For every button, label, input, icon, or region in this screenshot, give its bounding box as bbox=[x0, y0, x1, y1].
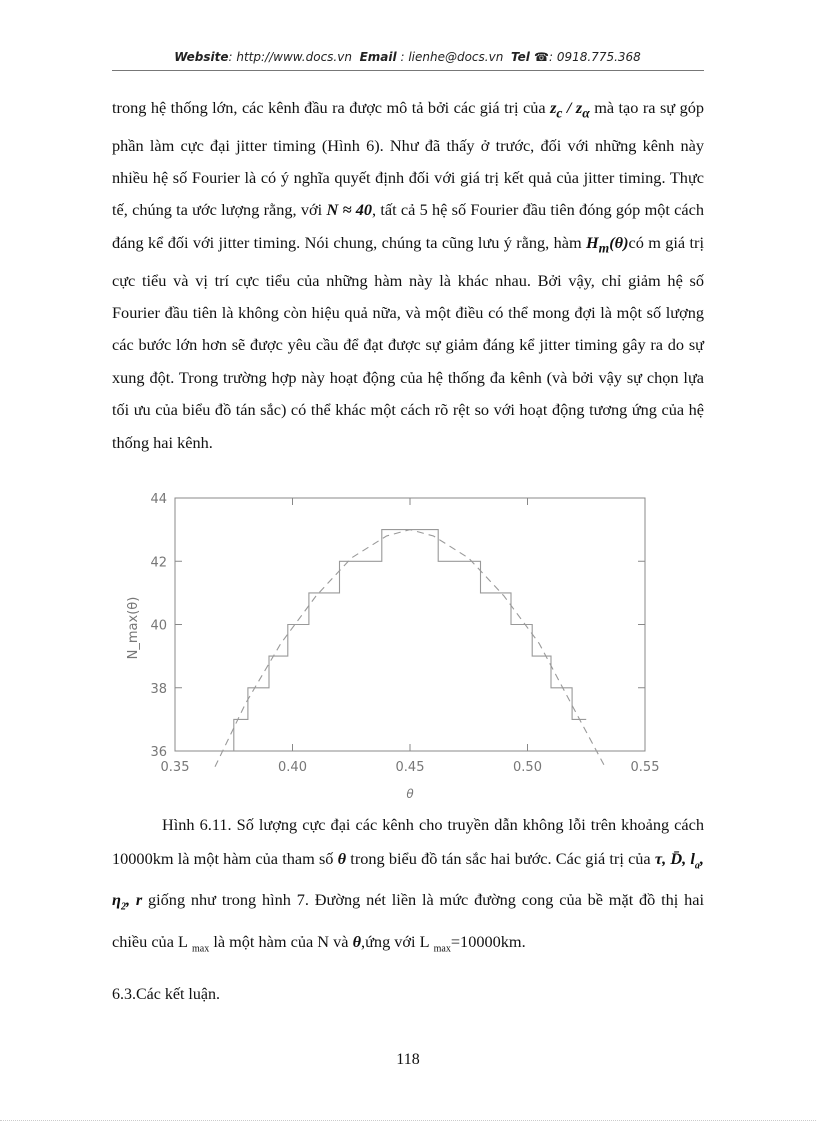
dashed-curve-series bbox=[215, 530, 605, 767]
y-tick-label: 38 bbox=[150, 681, 167, 697]
page-header bbox=[115, 50, 700, 64]
x-tick-label: 0.55 bbox=[630, 760, 660, 775]
body-text-4: có m giá trị cực tiểu và vị trí cực tiểu của những hàm này là khác nhau. Bởi vậy, chỉ giảm hệ số Fourier đầu tiên là không còn hiệu quả nữa, và một điều có thể mong đợi là một số lượng các bước lớn hơn sẽ được yêu cầu để đạt được sự giảm đáng kể jitter timing gây ra do sự xung đột. Trong trường hợp này hoạt động của hệ thống đa kênh (và bởi vậy sự chọn lựa tối ưu của biểu đồ tán sắc) có thể khác một cách rõ rệt so với hoạt động tương ứng của hệ thống hai kênh. bbox=[112, 232, 704, 452]
plot-frame bbox=[175, 498, 645, 751]
caption-text-1: Hình 6.11. Số lượng cực đại các kênh cho truyền dẫn không lỗi trên khoảng cách 10000km là một hàm của tham số bbox=[112, 815, 704, 868]
step-series bbox=[234, 530, 586, 751]
tel-label: Tel ☎ bbox=[510, 50, 549, 64]
x-tick-label: 0.45 bbox=[395, 760, 425, 775]
body-text-2: mà tạo ra sự góp phần làm cực đại jitter timing (Hình 6). Như đã thấy ở trước, đối với những kênh này nhiều hệ số Fourier là có ý nghĩa quyết định đối với giá trị kết quả của jitter timing. Thực tế, chúng ta ước lượng rằng, với bbox=[112, 98, 704, 220]
y-tick-label: 42 bbox=[150, 555, 167, 571]
figure-chart bbox=[115, 488, 675, 808]
x-tick-label: 0.50 bbox=[513, 760, 542, 775]
tel-value: : 0918.775.368 bbox=[548, 50, 641, 64]
section-title: 6.3.Các kết luận. bbox=[112, 986, 220, 1003]
math-zc: $z_c / z_\alpha$ bbox=[550, 98, 590, 121]
body-text-3: , tất cả 5 hệ số Fourier đầu tiên đóng góp một cách đáng kể đối với jitter timing. Nói chung, chúng ta cũng lưu ý rằng, hàm bbox=[112, 200, 705, 252]
figure-caption bbox=[112, 808, 704, 966]
footer-divider bbox=[0, 1120, 816, 1121]
tick-group bbox=[150, 492, 659, 775]
caption-math-params: τ, D̄, $l_a$, $\eta_2$, r bbox=[112, 849, 704, 913]
page-number: 118 bbox=[396, 1051, 420, 1068]
x-tick-label: 0.40 bbox=[278, 760, 307, 775]
email-value: : lienhe@docs.vn bbox=[400, 50, 504, 64]
math-n: N ≈ 40 bbox=[326, 200, 372, 220]
website-label: Website bbox=[174, 50, 229, 64]
y-tick-label: 40 bbox=[150, 618, 167, 634]
email-label: Email bbox=[359, 50, 397, 64]
body-paragraph bbox=[112, 92, 704, 459]
series-group bbox=[215, 530, 605, 767]
caption-text-5: ,ứng với L bbox=[361, 931, 430, 951]
header-divider bbox=[112, 70, 704, 71]
x-tick-label: 0.35 bbox=[160, 760, 190, 775]
caption-text-3: giống như trong hình 7. Đường nét liền là mức đường cong của bề mặt đồ thị hai chiều của L bbox=[112, 890, 705, 951]
x-axis-label: θ bbox=[406, 787, 414, 801]
body-text-1: trong hệ thống lớn, các kênh đầu ra được mô tả bởi các giá trị của bbox=[112, 98, 546, 117]
caption-text-4: là một hàm của N và bbox=[213, 931, 349, 951]
y-tick-label: 36 bbox=[150, 745, 167, 760]
caption-sub-max-1: max bbox=[192, 942, 210, 954]
caption-math-theta-2: θ bbox=[352, 931, 362, 951]
math-hm: $H_m(\theta)$ bbox=[585, 232, 629, 256]
caption-sub-max-2: max bbox=[433, 942, 451, 954]
website-value: : http://www.docs.vn bbox=[228, 50, 352, 64]
caption-math-theta: θ bbox=[337, 849, 347, 868]
caption-text-2: trong biểu đồ tán sắc hai bước. Các giá trị của bbox=[350, 849, 651, 868]
y-axis-label: N_max(θ) bbox=[126, 596, 141, 660]
y-tick-label: 44 bbox=[150, 492, 167, 507]
caption-text-6: =10000km. bbox=[450, 931, 526, 951]
